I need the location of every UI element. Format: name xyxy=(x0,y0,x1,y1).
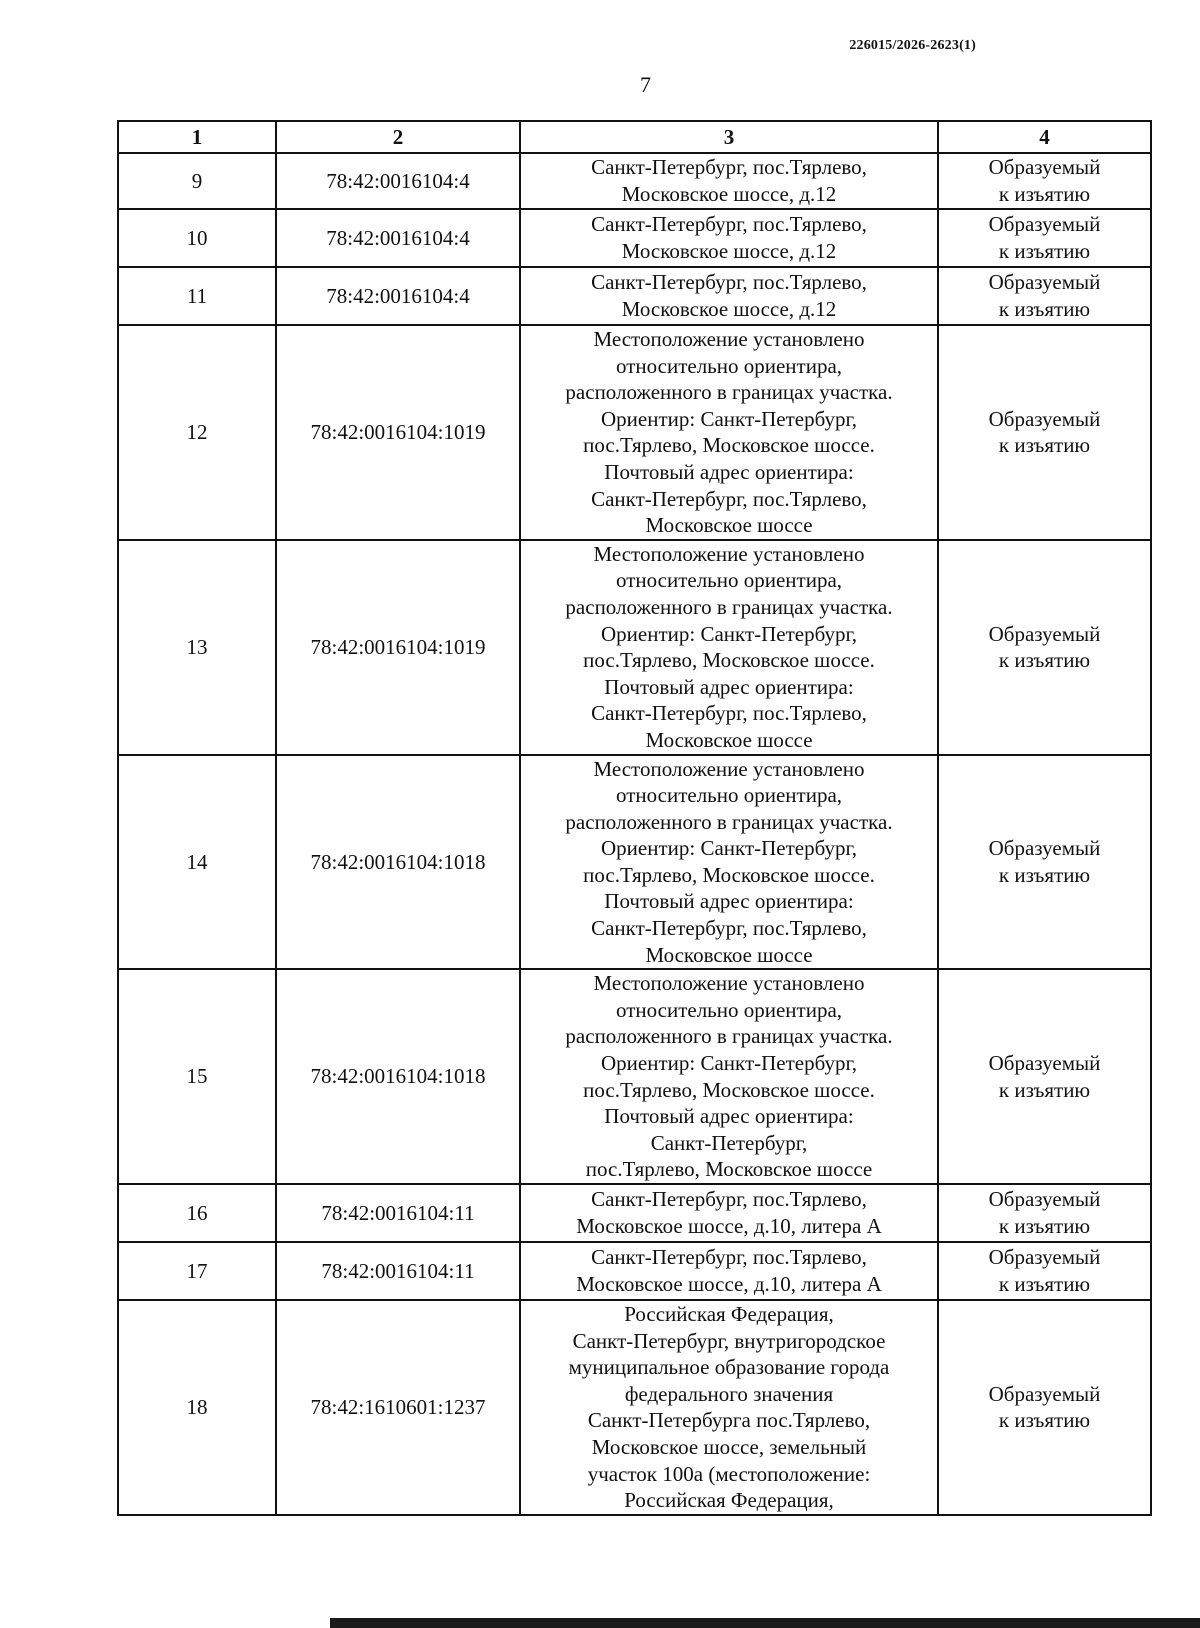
plot-address: Местоположение установлено относительно ориентира, расположенного в границах участка. Ориентир: Санкт-Петербург, пос.Тярлево, Московское шоссе. Почтовый адрес ориентира: Санкт-Петербург, пос.Тярлево, Московское шоссе xyxy=(520,969,938,1184)
plot-address: Санкт-Петербург, пос.Тярлево, Московское шоссе, д.10, литера А xyxy=(520,1184,938,1242)
land-plots-table xyxy=(117,120,1152,1516)
row-number: 9 xyxy=(118,153,276,209)
table-row xyxy=(118,1184,1151,1242)
cadastral-number: 78:42:0016104:4 xyxy=(276,153,520,209)
table-row xyxy=(118,153,1151,209)
page-number: 7 xyxy=(640,72,651,97)
row-number: 17 xyxy=(118,1242,276,1300)
cadastral-number: 78:42:0016104:1019 xyxy=(276,325,520,540)
plot-status: Образуемый к изъятию xyxy=(938,755,1151,970)
plot-address: Санкт-Петербург, пос.Тярлево, Московское шоссе, д.12 xyxy=(520,153,938,209)
table-row xyxy=(118,209,1151,267)
plot-address: Местоположение установлено относительно ориентира, расположенного в границах участка. Ориентир: Санкт-Петербург, пос.Тярлево, Московское шоссе. Почтовый адрес ориентира: Санкт-Петербург, пос.Тярлево, Московское шоссе xyxy=(520,325,938,540)
table-row xyxy=(118,969,1151,1184)
plot-status: Образуемый к изъятию xyxy=(938,209,1151,267)
scan-bottom-edge xyxy=(330,1618,1200,1628)
plot-address: Санкт-Петербург, пос.Тярлево, Московское шоссе, д.10, литера А xyxy=(520,1242,938,1300)
cadastral-number: 78:42:0016104:11 xyxy=(276,1184,520,1242)
column-header-4: 4 xyxy=(938,121,1151,153)
plot-status: Образуемый к изъятию xyxy=(938,1184,1151,1242)
plot-address: Санкт-Петербург, пос.Тярлево, Московское шоссе, д.12 xyxy=(520,267,938,325)
cadastral-number: 78:42:0016104:1018 xyxy=(276,755,520,970)
document-number: 226015/2026-2623(1) xyxy=(849,38,976,53)
plot-status: Образуемый к изъятию xyxy=(938,1300,1151,1515)
plot-address: Российская Федерация, Санкт-Петербург, внутригородское муниципальное образование города федерального значения Санкт-Петербурга пос.Тярлево, Московское шоссе, земельный участок 100а (местоположение: Российская Федерация, xyxy=(520,1300,938,1515)
table-row xyxy=(118,1300,1151,1515)
column-header-1: 1 xyxy=(118,121,276,153)
cadastral-number: 78:42:1610601:1237 xyxy=(276,1300,520,1515)
plot-status: Образуемый к изъятию xyxy=(938,1242,1151,1300)
column-header-2: 2 xyxy=(276,121,520,153)
cadastral-number: 78:42:0016104:1019 xyxy=(276,540,520,755)
table-row xyxy=(118,1242,1151,1300)
table-row xyxy=(118,540,1151,755)
row-number: 15 xyxy=(118,969,276,1184)
header-row xyxy=(118,121,1151,153)
cadastral-number: 78:42:0016104:1018 xyxy=(276,969,520,1184)
row-number: 13 xyxy=(118,540,276,755)
table-header xyxy=(118,121,1151,153)
row-number: 14 xyxy=(118,755,276,970)
table-row xyxy=(118,755,1151,970)
plot-address: Местоположение установлено относительно ориентира, расположенного в границах участка. Ориентир: Санкт-Петербург, пос.Тярлево, Московское шоссе. Почтовый адрес ориентира: Санкт-Петербург, пос.Тярлево, Московское шоссе xyxy=(520,540,938,755)
plot-status: Образуемый к изъятию xyxy=(938,325,1151,540)
row-number: 12 xyxy=(118,325,276,540)
plot-status: Образуемый к изъятию xyxy=(938,153,1151,209)
cadastral-number: 78:42:0016104:11 xyxy=(276,1242,520,1300)
cadastral-number: 78:42:0016104:4 xyxy=(276,209,520,267)
row-number: 11 xyxy=(118,267,276,325)
table-body xyxy=(118,153,1151,1515)
row-number: 10 xyxy=(118,209,276,267)
plot-status: Образуемый к изъятию xyxy=(938,540,1151,755)
row-number: 16 xyxy=(118,1184,276,1242)
plot-status: Образуемый к изъятию xyxy=(938,267,1151,325)
cadastral-number: 78:42:0016104:4 xyxy=(276,267,520,325)
plot-status: Образуемый к изъятию xyxy=(938,969,1151,1184)
column-header-3: 3 xyxy=(520,121,938,153)
table-row xyxy=(118,267,1151,325)
row-number: 18 xyxy=(118,1300,276,1515)
plot-address: Санкт-Петербург, пос.Тярлево, Московское шоссе, д.12 xyxy=(520,209,938,267)
plot-address: Местоположение установлено относительно ориентира, расположенного в границах участка. Ориентир: Санкт-Петербург, пос.Тярлево, Московское шоссе. Почтовый адрес ориентира: Санкт-Петербург, пос.Тярлево, Московское шоссе xyxy=(520,755,938,970)
table-row xyxy=(118,325,1151,540)
